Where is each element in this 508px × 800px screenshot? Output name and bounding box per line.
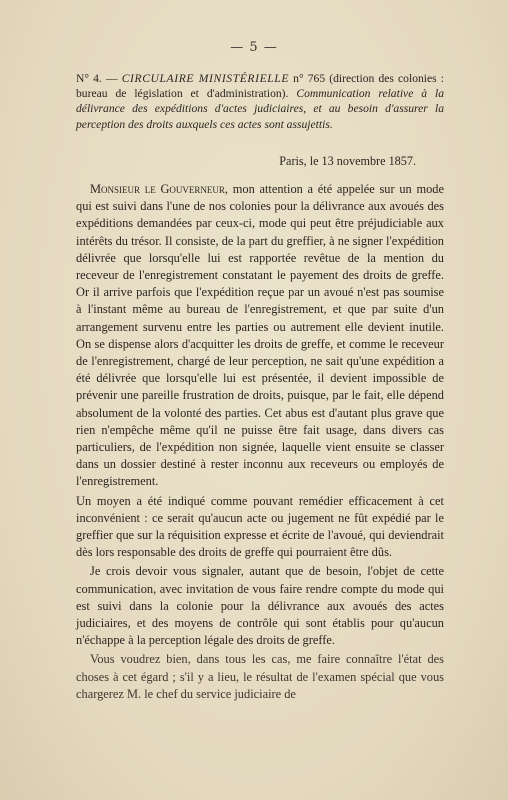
paragraph-4: Vous voudrez bien, dans tous les cas, me faire connaître l'état des choses à cet égard ; s'il y a lieu, le résultat de l'examen spécial que vous chargerez M. le chef du service judiciaire de	[76, 652, 444, 701]
circular-heading	[76, 71, 444, 132]
circular-reference: n° 765 (direction des colonies : bureau de législation et d'administration).	[76, 72, 445, 101]
paragraph-3: Je crois devoir vous signaler, autant que de besoin, l'objet de cette communication, avec invitation de vous faire rendre compte du mode qui est suivi dans la colonie pour la délivrance aux avoués des actes judiciaires, et des moyens de contrôle qui sont établis pour qu'aucun n'échappe à la perception légale des droits de greffe.	[76, 564, 444, 648]
paragraph-1	[76, 181, 444, 491]
page-number: — 5 —	[230, 40, 278, 55]
circular-subject: Communication relative à la délivrance des expéditions d'actes judiciaires, et au besoin d'assurer la perception des droits auxquels ces actes sont assujettis.	[76, 87, 444, 131]
circular-number: N° 4.	[76, 72, 102, 85]
paragraph-1-text: mon attention a été appelée sur un mode qui est suivi dans l'une de nos colonies pour la délivrance aux avoués des expéditions demandées par ceux-ci, mode qui peut être préjudiciable aux intérêts du trésor. Il consiste, de la part du greffier, à ne signer l'expédition délivrée que lorsqu'elle lui est rapportée revêtue de la mention du receveur de l'enregistrement constatant le payement des droits de greffe. Or il arrive parfois que l'expédition reçue par un avoué n'est pas soumise à l'instant même au bureau de l'enregistrement, et que par suite d'un arrangement survenu entre les parties ou autrement elle devient inutile. On se dispense alors d'acquitter les droits de greffe, et comme le receveur de l'enregistrement, chargé de leur perception, ne sait qu'une expédition a été délivrée que lorsqu'elle lui est présentée, il devient impossible de prévenir une pareille frustration de droits, puisque, par le fait, elle dépend absolument de la volonté des parties. Cet abus est d'autant plus grave que rien n'empêche même qu'il ne puisse être fait usage, dans divers cas particuliers, de l'expédition non signée, laquelle vient ensuite se classer dans un dossier destiné à rester inconnu aux receveurs ou employés de l'enregistrement.	[76, 182, 444, 489]
letter-body	[76, 181, 444, 705]
salutation: Monsieur le Gouverneur,	[90, 182, 228, 196]
circular-title: CIRCULAIRE MINISTÉRIELLE	[121, 72, 290, 85]
place-and-date: Paris, le 13 novembre 1857.	[279, 154, 416, 168]
paragraph-2: Un moyen a été indiqué comme pouvant remédier efficacement à cet inconvénient : ce serait qu'aucun acte ou jugement ne fût expédié par le greffier que sur la réquisition expresse et écrite de l'avoué, qui deviendrait dès lors responsable des droits de greffe qui pourraient être dûs.	[76, 493, 444, 560]
heading-dash: —	[105, 72, 118, 85]
